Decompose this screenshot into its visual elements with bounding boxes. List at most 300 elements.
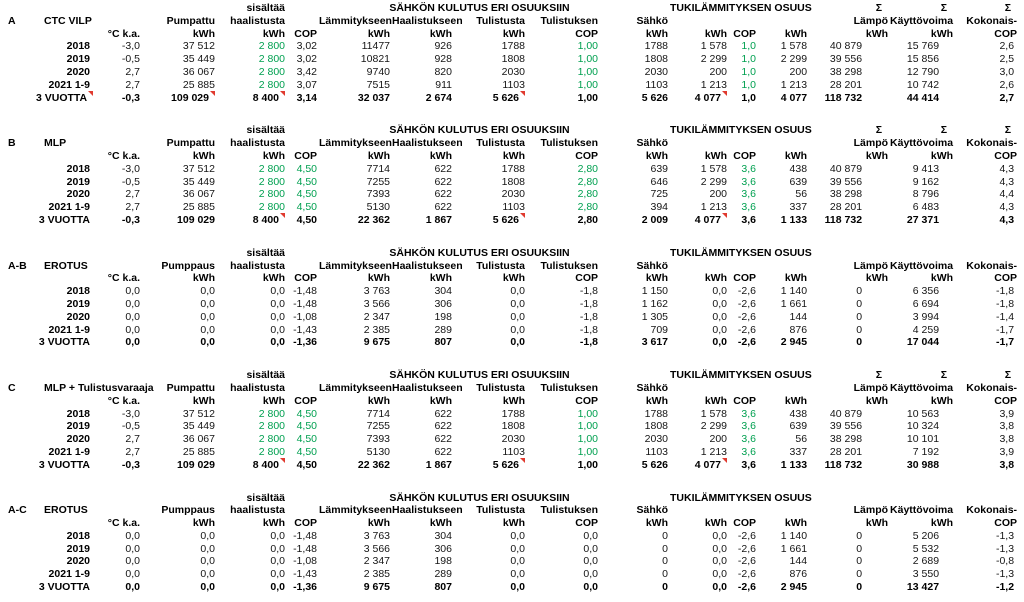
cell[interactable]: 2,7 — [125, 78, 140, 91]
col-header-kayttovoima[interactable]: Käyttövoima — [890, 381, 954, 394]
cell[interactable]: 0,0 — [270, 581, 285, 594]
row-label[interactable]: 2020 — [66, 555, 90, 568]
cell[interactable] — [287, 124, 319, 137]
row-label[interactable]: 2020 — [66, 310, 90, 323]
cell[interactable]: -1,2 — [995, 581, 1015, 594]
cell[interactable]: 15 856 — [906, 53, 940, 66]
cell[interactable] — [758, 260, 809, 273]
cell[interactable] — [0, 324, 36, 337]
cell[interactable]: 35 449 — [182, 53, 215, 66]
col-header-lammitykseen[interactable]: Lämmitykseen — [319, 259, 392, 272]
cell[interactable] — [600, 369, 670, 382]
cell[interactable]: 0,0 — [270, 542, 285, 555]
cell[interactable]: -2,6 — [737, 310, 757, 323]
cell[interactable]: 2 674 — [425, 91, 452, 104]
cell[interactable]: -1,8 — [579, 297, 599, 310]
cell[interactable]: 10 101 — [906, 433, 940, 446]
cell[interactable]: 2 800 — [258, 175, 285, 188]
cell[interactable]: 807 — [434, 336, 452, 349]
cell[interactable]: 0 — [662, 555, 669, 568]
cell[interactable]: 3,8 — [999, 420, 1015, 433]
cell[interactable]: 1,00 — [577, 91, 599, 104]
cell[interactable]: 3,07 — [296, 78, 317, 91]
unit-header[interactable]: COP — [733, 517, 757, 530]
row-label[interactable]: 2018 — [66, 529, 90, 542]
cell[interactable]: -1,8 — [579, 310, 599, 323]
section-title[interactable]: EROTUS — [44, 504, 88, 517]
cell[interactable]: -2,6 — [737, 323, 757, 336]
cell[interactable]: 3,8 — [999, 458, 1015, 471]
col-header-lampo[interactable]: Lämpö — [853, 504, 889, 517]
cell[interactable]: 2 945 — [780, 581, 808, 594]
cell[interactable]: 7255 — [366, 420, 390, 433]
cell[interactable]: 37 512 — [182, 407, 215, 420]
cell[interactable]: 144 — [789, 310, 808, 323]
cell[interactable] — [0, 214, 36, 227]
cell[interactable]: 2,80 — [577, 175, 599, 188]
cell[interactable]: -1,3 — [995, 529, 1015, 542]
group-header-sahkon-kulutus[interactable]: SÄHKÖN KULUTUS ERI OSUUKSIIN — [389, 246, 570, 259]
col-header-sahko[interactable]: Sähkö — [636, 381, 669, 394]
unit-header[interactable]: kWh — [865, 517, 889, 530]
cell[interactable] — [729, 15, 758, 28]
cell[interactable]: 0,0 — [200, 581, 215, 594]
section-letter[interactable]: A — [8, 14, 16, 27]
cell[interactable]: 6 356 — [912, 285, 940, 298]
cell[interactable]: 4 077 — [670, 459, 729, 472]
cell[interactable] — [287, 15, 319, 28]
cell[interactable]: 0,0 — [200, 529, 215, 542]
cell[interactable]: 35 449 — [182, 420, 215, 433]
cell[interactable]: 1788 — [501, 40, 525, 53]
cell[interactable]: -3,0 — [121, 407, 140, 420]
cell[interactable]: 4,50 — [296, 213, 317, 226]
cell[interactable] — [0, 163, 36, 176]
cell[interactable]: 0,0 — [200, 323, 215, 336]
cell[interactable]: 911 — [435, 78, 452, 91]
cell[interactable]: 2,5 — [999, 53, 1015, 66]
cell[interactable]: -1,43 — [293, 323, 317, 336]
unit-header[interactable]: kWh — [930, 272, 954, 285]
cell[interactable]: 5 626 — [454, 459, 527, 472]
sigma-header[interactable]: Σ — [875, 124, 883, 137]
col-header-lampo[interactable]: Lämpö — [853, 259, 889, 272]
group-header-tukilammitys[interactable]: TUKILÄMMITYKSEN OSUUS — [670, 491, 812, 504]
cell[interactable]: 3,8 — [999, 433, 1015, 446]
cell[interactable]: 22 362 — [357, 213, 390, 226]
cell[interactable]: 4,50 — [296, 407, 317, 420]
cell[interactable]: -1,48 — [293, 542, 317, 555]
cell[interactable]: 8 400 — [217, 459, 287, 472]
cell[interactable]: 0,0 — [125, 310, 140, 323]
cell[interactable]: 0,0 — [583, 568, 599, 581]
cell[interactable]: -2,6 — [737, 285, 757, 298]
col-header-pump[interactable]: Pumppaus — [161, 259, 215, 272]
cell[interactable]: 3,6 — [741, 420, 757, 433]
unit-header[interactable]: COP — [733, 272, 757, 285]
cell[interactable]: -0,5 — [121, 175, 140, 188]
cell[interactable]: 1,0 — [741, 40, 757, 53]
cell[interactable]: 4,50 — [296, 458, 317, 471]
cell[interactable]: 622 — [434, 433, 452, 446]
col-header-haalistusta[interactable]: haalistusta — [230, 504, 285, 517]
col-header-kokonais[interactable]: Kokonais- — [966, 137, 1018, 150]
col-header-pump[interactable]: Pumpattu — [166, 137, 215, 150]
row-label[interactable]: 2021 1-9 — [48, 445, 90, 458]
cell[interactable]: 3,6 — [741, 213, 757, 226]
cell[interactable]: -2,6 — [737, 542, 757, 555]
cell[interactable]: 622 — [434, 407, 452, 420]
cell[interactable]: 1 578 — [700, 407, 728, 420]
unit-header[interactable]: kWh — [502, 27, 525, 40]
cell[interactable]: 39 556 — [829, 420, 863, 433]
cell[interactable]: 1,0 — [741, 65, 757, 78]
col-header-lammitykseen[interactable]: Lämmitykseen — [319, 14, 392, 27]
cell[interactable]: 2,7 — [125, 65, 140, 78]
cell[interactable]: 0,0 — [712, 542, 728, 555]
unit-header[interactable]: COP — [294, 394, 317, 407]
unit-header[interactable]: kWh — [645, 149, 669, 162]
cell[interactable]: 2030 — [644, 65, 669, 78]
cell[interactable]: 38 298 — [829, 188, 863, 201]
col-header-haalistusta[interactable]: haalistusta — [230, 381, 285, 394]
cell[interactable]: -1,8 — [995, 297, 1015, 310]
cell[interactable]: 0 — [856, 542, 863, 555]
unit-header[interactable]: kWh — [930, 394, 954, 407]
cell[interactable]: 1 578 — [780, 40, 808, 53]
cell[interactable]: 0,0 — [270, 529, 285, 542]
unit-header[interactable]: kWh — [192, 394, 215, 407]
cell[interactable] — [0, 66, 36, 79]
col-header-sahko[interactable]: Sähkö — [636, 137, 669, 150]
cell[interactable]: 1 661 — [780, 542, 808, 555]
cell[interactable]: 0,0 — [583, 555, 599, 568]
cell[interactable]: 0,0 — [125, 555, 140, 568]
unit-header[interactable]: kWh — [784, 149, 808, 162]
cell[interactable]: 3 566 — [363, 297, 390, 310]
cell[interactable] — [0, 2, 217, 15]
cell[interactable]: 3,42 — [296, 65, 317, 78]
unit-header[interactable]: kWh — [429, 394, 452, 407]
col-header-lampo[interactable]: Lämpö — [853, 137, 889, 150]
cell[interactable]: 2,80 — [577, 213, 599, 226]
cell[interactable]: 40 879 — [829, 407, 863, 420]
row-label[interactable]: 2021 1-9 — [48, 323, 90, 336]
cell[interactable]: 0,0 — [510, 542, 525, 555]
cell[interactable] — [670, 15, 729, 28]
cell[interactable]: 0 — [856, 581, 863, 594]
cell[interactable]: 109 029 — [177, 213, 215, 226]
cell[interactable]: 4,50 — [296, 162, 317, 175]
cell[interactable]: 0,0 — [583, 529, 599, 542]
cell[interactable] — [0, 150, 36, 163]
cell[interactable]: -0,3 — [121, 458, 140, 471]
cell[interactable]: 0 — [856, 323, 863, 336]
unit-header[interactable]: kWh — [930, 517, 954, 530]
cell[interactable]: 0,0 — [510, 581, 525, 594]
section-title[interactable]: CTC VILP — [44, 14, 92, 27]
cell[interactable]: 4,3 — [999, 213, 1015, 226]
unit-header[interactable]: kWh — [192, 149, 215, 162]
cell[interactable]: 2,7 — [125, 188, 140, 201]
cell[interactable]: -1,36 — [293, 336, 317, 349]
unit-header[interactable]: COP — [294, 517, 317, 530]
cell[interactable] — [0, 201, 36, 214]
cell[interactable]: 1 578 — [700, 162, 728, 175]
cell[interactable]: 1103 — [502, 78, 525, 91]
cell[interactable] — [0, 176, 36, 189]
col-header-tulistuksen[interactable]: Tulistuksen — [540, 504, 599, 517]
group-header-sahkon-kulutus[interactable]: SÄHKÖN KULUTUS ERI OSUUKSIIN — [389, 124, 570, 137]
cell[interactable]: 39 556 — [829, 175, 863, 188]
unit-header[interactable]: kWh — [704, 149, 728, 162]
cell[interactable]: 0,0 — [200, 568, 215, 581]
cell[interactable] — [600, 247, 670, 260]
cell[interactable]: 3,9 — [999, 407, 1015, 420]
cell[interactable]: -2,6 — [737, 555, 757, 568]
cell[interactable]: 0 — [662, 568, 669, 581]
cell[interactable] — [0, 272, 36, 285]
cell[interactable]: 622 — [434, 162, 452, 175]
cell[interactable]: 118 732 — [824, 458, 863, 471]
cell[interactable]: 6 694 — [912, 297, 940, 310]
unit-header[interactable]: kWh — [930, 27, 954, 40]
cell[interactable]: 1808 — [501, 53, 525, 66]
cell[interactable]: 200 — [709, 188, 728, 201]
cell[interactable]: 337 — [789, 201, 808, 214]
col-header-haalistukseen[interactable]: Haalistukseen — [392, 137, 463, 150]
col-header-lampo[interactable]: Lämpö — [853, 14, 889, 27]
row-label[interactable]: 2019 — [66, 175, 90, 188]
cell[interactable] — [729, 382, 758, 395]
cell[interactable] — [0, 420, 36, 433]
unit-header[interactable]: kWh — [367, 149, 390, 162]
cell[interactable]: 4,50 — [296, 445, 317, 458]
cell[interactable] — [36, 150, 92, 163]
unit-header[interactable]: kWh — [262, 394, 285, 407]
section-letter[interactable]: A-B — [8, 259, 27, 272]
cell[interactable]: 30 988 — [906, 458, 940, 471]
unit-header[interactable]: kWh — [502, 394, 525, 407]
cell[interactable]: -0,5 — [121, 53, 140, 66]
cell[interactable] — [287, 492, 319, 505]
section-title[interactable]: MLP — [44, 137, 67, 150]
col-header-tulistuksen[interactable]: Tulistuksen — [540, 259, 599, 272]
unit-header[interactable]: kWh — [704, 27, 728, 40]
cell[interactable]: 0,0 — [712, 297, 728, 310]
cell[interactable] — [890, 492, 955, 505]
cell[interactable]: 876 — [789, 323, 808, 336]
sigma-header[interactable]: Σ — [875, 2, 883, 14]
cell[interactable] — [0, 492, 217, 505]
cell[interactable]: 2 347 — [363, 310, 390, 323]
cell[interactable]: 5 626 — [641, 91, 669, 104]
cell[interactable]: 2,6 — [999, 40, 1015, 53]
cell[interactable]: 10 324 — [906, 420, 940, 433]
sigma-header[interactable]: Σ — [940, 124, 948, 137]
cell[interactable]: 5 626 — [454, 214, 527, 227]
unit-header[interactable]: kWh — [784, 394, 808, 407]
cell[interactable] — [0, 369, 217, 382]
cell[interactable]: 8 400 — [217, 214, 287, 227]
unit-header[interactable]: kWh — [502, 517, 525, 530]
cell[interactable]: 0,0 — [125, 336, 140, 349]
cell[interactable]: 0,0 — [125, 323, 140, 336]
cell[interactable]: 725 — [650, 188, 669, 201]
col-header-lammitykseen[interactable]: Lämmitykseen — [319, 504, 392, 517]
cell[interactable]: 12 790 — [906, 65, 940, 78]
cell[interactable]: -2,6 — [737, 581, 757, 594]
cell[interactable]: 2030 — [644, 433, 669, 446]
cell[interactable]: 3,6 — [741, 407, 757, 420]
cell[interactable]: 1 213 — [700, 445, 728, 458]
cell[interactable]: 0,0 — [712, 568, 728, 581]
cell[interactable]: 1,00 — [577, 433, 599, 446]
cell[interactable]: 3 617 — [641, 336, 669, 349]
unit-header[interactable]: kWh — [367, 272, 390, 285]
cell[interactable]: 7393 — [366, 433, 390, 446]
cell[interactable]: -2,6 — [737, 297, 757, 310]
group-header-tukilammitys[interactable]: TUKILÄMMITYKSEN OSUUS — [670, 369, 812, 382]
sigma-header[interactable]: Σ — [1004, 124, 1012, 137]
cell[interactable]: 4,50 — [296, 201, 317, 214]
unit-header[interactable]: COP — [575, 517, 599, 530]
cell[interactable]: -1,8 — [579, 323, 599, 336]
cell[interactable]: 2 800 — [258, 407, 285, 420]
cell[interactable] — [36, 272, 92, 285]
cell[interactable] — [287, 137, 319, 150]
cell[interactable]: 0,0 — [270, 336, 285, 349]
cell[interactable]: 0 — [856, 297, 863, 310]
cell[interactable] — [287, 504, 319, 517]
cell[interactable]: 5 626 — [454, 92, 527, 105]
cell[interactable]: 0 — [662, 542, 669, 555]
cell[interactable]: 1103 — [645, 78, 669, 91]
cell[interactable]: 2,80 — [577, 201, 599, 214]
unit-header[interactable]: kWh — [704, 517, 728, 530]
cell[interactable]: 2 689 — [912, 555, 940, 568]
col-header-tulistuksen[interactable]: Tulistuksen — [540, 137, 599, 150]
unit-header[interactable]: kWh — [262, 27, 285, 40]
row-label[interactable]: 2021 1-9 — [48, 201, 90, 214]
col-header-haalistukseen[interactable]: Haalistukseen — [392, 504, 463, 517]
cell[interactable]: 337 — [789, 445, 808, 458]
cell[interactable] — [729, 137, 758, 150]
cell[interactable]: 0,0 — [125, 297, 140, 310]
cell[interactable]: 1,0 — [741, 91, 757, 104]
unit-header[interactable]: COP — [575, 27, 599, 40]
unit-header[interactable]: COP — [994, 272, 1018, 285]
cell[interactable] — [0, 446, 36, 459]
col-header-kayttovoima[interactable]: Käyttövoima — [890, 504, 954, 517]
cell[interactable]: 17 044 — [906, 336, 940, 349]
cell[interactable]: 5130 — [366, 201, 390, 214]
cell[interactable]: 0,0 — [583, 542, 599, 555]
col-header-haalistusta[interactable]: haalistusta — [230, 259, 285, 272]
cell[interactable]: 306 — [434, 297, 452, 310]
cell[interactable]: 0,0 — [270, 310, 285, 323]
row-label[interactable]: 2018 — [66, 162, 90, 175]
cell[interactable]: 0,0 — [712, 310, 728, 323]
cell[interactable]: 28 201 — [829, 445, 863, 458]
cell[interactable]: 2 347 — [363, 555, 390, 568]
row-label[interactable]: 3 VUOTTA — [38, 213, 90, 226]
cell[interactable]: 118 732 — [824, 213, 863, 226]
cell[interactable]: 0,0 — [125, 568, 140, 581]
cell[interactable]: 2,7 — [999, 91, 1015, 104]
row-label[interactable]: 2019 — [66, 53, 90, 66]
cell[interactable]: 304 — [434, 529, 452, 542]
cell[interactable]: 1 867 — [425, 458, 452, 471]
unit-header[interactable]: COP — [994, 149, 1018, 162]
cell[interactable]: 36 067 — [182, 65, 215, 78]
cell[interactable] — [670, 260, 729, 273]
col-header-kayttovoima[interactable]: Käyttövoima — [890, 137, 954, 150]
cell[interactable]: 37 512 — [182, 162, 215, 175]
cell[interactable]: 1,00 — [577, 78, 599, 91]
unit-header[interactable]: kWh — [192, 272, 215, 285]
cell[interactable]: 36 067 — [182, 433, 215, 446]
cell[interactable]: -0,3 — [121, 91, 140, 104]
row-label[interactable]: 3 VUOTTA — [38, 336, 90, 349]
cell[interactable]: 1,00 — [577, 40, 599, 53]
cell[interactable] — [670, 137, 729, 150]
cell[interactable]: 39 556 — [829, 53, 863, 66]
cell[interactable]: 35 449 — [182, 175, 215, 188]
cell[interactable] — [758, 504, 809, 517]
cell[interactable]: 0,0 — [270, 555, 285, 568]
cell[interactable]: 622 — [434, 445, 452, 458]
unit-header[interactable]: kWh — [865, 149, 889, 162]
cell[interactable]: 646 — [650, 175, 669, 188]
col-header-tulistusta[interactable]: Tulistusta — [476, 137, 525, 150]
unit-header[interactable]: kWh — [367, 394, 390, 407]
cell[interactable]: 4,50 — [296, 188, 317, 201]
cell[interactable] — [0, 285, 36, 298]
cell[interactable]: -0,3 — [121, 213, 140, 226]
col-header-haalistukseen[interactable]: Haalistukseen — [392, 259, 463, 272]
cell[interactable]: 2 385 — [363, 568, 390, 581]
cell[interactable]: 0,0 — [510, 555, 525, 568]
cell[interactable]: -3,0 — [121, 40, 140, 53]
col-header-tulistusta[interactable]: Tulistusta — [476, 381, 525, 394]
cell[interactable] — [955, 247, 1019, 260]
cell[interactable]: 3 763 — [363, 285, 390, 298]
cell[interactable] — [0, 543, 36, 556]
cell[interactable]: -2,6 — [737, 336, 757, 349]
cell[interactable] — [36, 395, 92, 408]
unit-header[interactable]: °C k.a. — [107, 394, 140, 407]
cell[interactable]: 3,6 — [741, 162, 757, 175]
cell[interactable]: 200 — [709, 65, 728, 78]
cell[interactable]: 9 413 — [912, 162, 940, 175]
cell[interactable]: 3,02 — [296, 53, 317, 66]
col-header-kokonais[interactable]: Kokonais- — [966, 381, 1018, 394]
cell[interactable]: 22 362 — [357, 458, 390, 471]
cell[interactable] — [0, 79, 36, 92]
row-label[interactable]: 3 VUOTTA — [38, 581, 90, 594]
cell[interactable]: 1808 — [644, 420, 669, 433]
cell[interactable]: 0,0 — [510, 529, 525, 542]
cell[interactable]: -1,8 — [995, 285, 1015, 298]
row-label[interactable]: 2020 — [66, 65, 90, 78]
cell[interactable]: 0 — [856, 285, 863, 298]
cell[interactable]: 622 — [434, 175, 452, 188]
cell[interactable]: -1,08 — [293, 555, 317, 568]
cell[interactable]: 0,0 — [270, 285, 285, 298]
cell[interactable]: 0 — [856, 310, 863, 323]
col-header-sahko[interactable]: Sähkö — [636, 14, 669, 27]
